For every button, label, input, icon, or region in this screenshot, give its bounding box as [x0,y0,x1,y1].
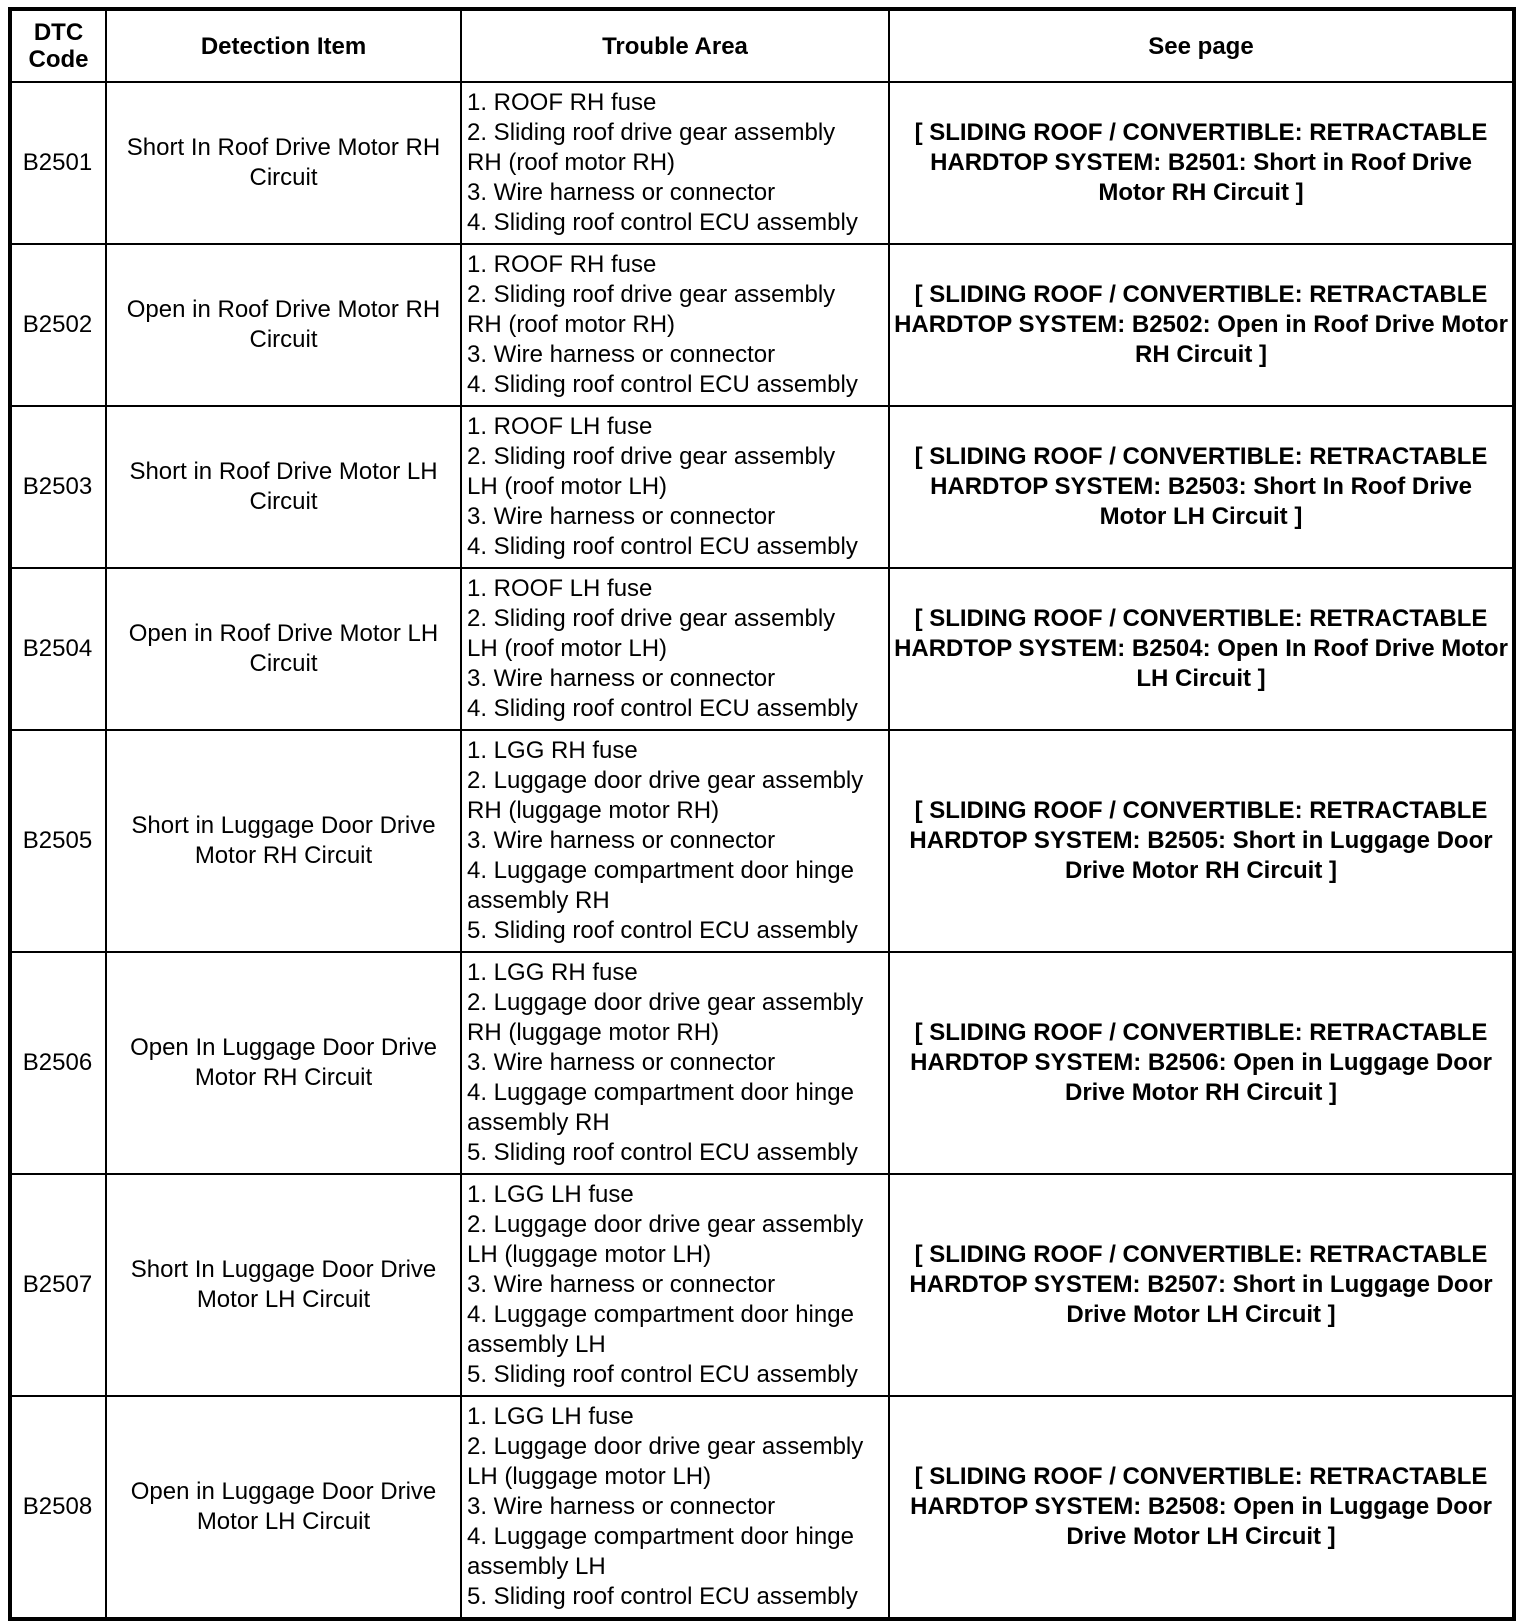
trouble-area-line: 2. Sliding roof drive gear assembly [467,119,836,146]
trouble-area-line: 3. Wire harness or connector [467,503,776,530]
detection-item-cell: Open in Roof Drive Motor RH Circuit [106,244,461,406]
trouble-area-line: RH (luggage motor RH) [467,1019,720,1046]
dtc-code-cell: B2506 [10,952,106,1174]
trouble-area-line: 5. Sliding roof control ECU assembly [467,1583,858,1610]
trouble-area-cell [461,82,889,244]
dtc-code-cell: B2504 [10,568,106,730]
trouble-area-line: 3. Wire harness or connector [467,665,776,692]
see-page-link[interactable]: [ SLIDING ROOF / CONVERTIBLE: RETRACTABLE HARDTOP SYSTEM: B2502: Open in Roof Drive Motor RH Circuit ] [889,244,1514,406]
trouble-area-line: 4. Luggage compartment door hinge [467,1523,854,1550]
trouble-area-cell [461,1396,889,1619]
trouble-area-line: 2. Luggage door drive gear assembly [467,1433,864,1460]
trouble-area-line: LH (luggage motor LH) [467,1463,712,1490]
dtc-code-cell: B2503 [10,406,106,568]
dtc-table [8,7,1516,1621]
trouble-area-line: 4. Sliding roof control ECU assembly [467,209,858,236]
trouble-area-line: 4. Sliding roof control ECU assembly [467,695,858,722]
trouble-area-line: 4. Luggage compartment door hinge [467,1079,854,1106]
trouble-area-line: 2. Sliding roof drive gear assembly [467,605,836,632]
trouble-area-line: LH (roof motor LH) [467,473,668,500]
table-row [10,244,1514,406]
detection-item-cell: Short In Roof Drive Motor RH Circuit [106,82,461,244]
trouble-area-cell [461,406,889,568]
trouble-area-line: 4. Luggage compartment door hinge [467,857,854,884]
see-page-link[interactable]: [ SLIDING ROOF / CONVERTIBLE: RETRACTABLE HARDTOP SYSTEM: B2506: Open in Luggage Door Drive Motor RH Circuit ] [889,952,1514,1174]
trouble-area-line: 1. ROOF RH fuse [467,89,657,116]
trouble-area-line: 2. Luggage door drive gear assembly [467,1211,864,1238]
trouble-area-line: 5. Sliding roof control ECU assembly [467,917,858,944]
detection-item-cell: Open in Luggage Door Drive Motor LH Circuit [106,1396,461,1619]
see-page-link[interactable]: [ SLIDING ROOF / CONVERTIBLE: RETRACTABLE HARDTOP SYSTEM: B2505: Short in Luggage Door Drive Motor RH Circuit ] [889,730,1514,952]
trouble-area-line: RH (roof motor RH) [467,311,676,338]
header-trouble-area: Trouble Area [461,9,889,82]
dtc-code-cell: B2507 [10,1174,106,1396]
detection-item-cell: Short in Luggage Door Drive Motor RH Circuit [106,730,461,952]
trouble-area-line: RH (luggage motor RH) [467,797,720,824]
trouble-area-line: assembly RH [467,887,610,914]
trouble-area-cell [461,952,889,1174]
dtc-code-cell: B2505 [10,730,106,952]
table-row [10,1396,1514,1619]
trouble-area-line: LH (roof motor LH) [467,635,668,662]
trouble-area-line: 4. Sliding roof control ECU assembly [467,371,858,398]
detection-item-cell: Open in Roof Drive Motor LH Circuit [106,568,461,730]
table-row [10,952,1514,1174]
trouble-area-line: RH (roof motor RH) [467,149,676,176]
table-row [10,730,1514,952]
trouble-area-line: 3. Wire harness or connector [467,1049,776,1076]
trouble-area-line: LH (luggage motor LH) [467,1241,712,1268]
trouble-area-line: 2. Sliding roof drive gear assembly [467,443,836,470]
trouble-area-line: 1. LGG LH fuse [467,1181,634,1208]
header-dtc-code-text: DTC Code [28,19,89,73]
trouble-area-line: 1. ROOF LH fuse [467,413,653,440]
see-page-link[interactable]: [ SLIDING ROOF / CONVERTIBLE: RETRACTABLE HARDTOP SYSTEM: B2504: Open In Roof Drive Motor LH Circuit ] [889,568,1514,730]
trouble-area-cell [461,730,889,952]
trouble-area-line: 1. LGG LH fuse [467,1403,634,1430]
trouble-area-line: 1. ROOF LH fuse [467,575,653,602]
trouble-area-line: 4. Sliding roof control ECU assembly [467,533,858,560]
trouble-area-line: 4. Luggage compartment door hinge [467,1301,854,1328]
see-page-link[interactable]: [ SLIDING ROOF / CONVERTIBLE: RETRACTABLE HARDTOP SYSTEM: B2501: Short in Roof Drive Motor RH Circuit ] [889,82,1514,244]
header-row [10,9,1514,82]
table-row [10,568,1514,730]
trouble-area-line: assembly LH [467,1331,606,1358]
detection-item-cell: Open In Luggage Door Drive Motor RH Circuit [106,952,461,1174]
trouble-area-line: 3. Wire harness or connector [467,1271,776,1298]
dtc-code-cell: B2502 [10,244,106,406]
trouble-area-line: 3. Wire harness or connector [467,179,776,206]
table-row [10,82,1514,244]
trouble-area-cell [461,568,889,730]
table-row [10,406,1514,568]
trouble-area-line: 1. LGG RH fuse [467,959,638,986]
trouble-area-line: assembly RH [467,1109,610,1136]
dtc-code-cell: B2501 [10,82,106,244]
trouble-area-line: 3. Wire harness or connector [467,1493,776,1520]
header-see-page: See page [889,9,1514,82]
trouble-area-line: 3. Wire harness or connector [467,827,776,854]
trouble-area-line: 2. Sliding roof drive gear assembly [467,281,836,308]
trouble-area-line: 5. Sliding roof control ECU assembly [467,1139,858,1166]
trouble-area-line: 5. Sliding roof control ECU assembly [467,1361,858,1388]
trouble-area-cell [461,244,889,406]
trouble-area-line: assembly LH [467,1553,606,1580]
table-row [10,1174,1514,1396]
see-page-link[interactable]: [ SLIDING ROOF / CONVERTIBLE: RETRACTABLE HARDTOP SYSTEM: B2507: Short in Luggage Door Drive Motor LH Circuit ] [889,1174,1514,1396]
trouble-area-line: 1. ROOF RH fuse [467,251,657,278]
see-page-link[interactable]: [ SLIDING ROOF / CONVERTIBLE: RETRACTABLE HARDTOP SYSTEM: B2508: Open in Luggage Door Drive Motor LH Circuit ] [889,1396,1514,1619]
detection-item-cell: Short In Luggage Door Drive Motor LH Circuit [106,1174,461,1396]
trouble-area-cell [461,1174,889,1396]
see-page-link[interactable]: [ SLIDING ROOF / CONVERTIBLE: RETRACTABLE HARDTOP SYSTEM: B2503: Short In Roof Drive Motor LH Circuit ] [889,406,1514,568]
trouble-area-line: 3. Wire harness or connector [467,341,776,368]
header-dtc-code [10,9,106,82]
trouble-area-line: 2. Luggage door drive gear assembly [467,989,864,1016]
dtc-code-cell: B2508 [10,1396,106,1619]
trouble-area-line: 2. Luggage door drive gear assembly [467,767,864,794]
header-detection-item: Detection Item [106,9,461,82]
detection-item-cell: Short in Roof Drive Motor LH Circuit [106,406,461,568]
trouble-area-line: 1. LGG RH fuse [467,737,638,764]
